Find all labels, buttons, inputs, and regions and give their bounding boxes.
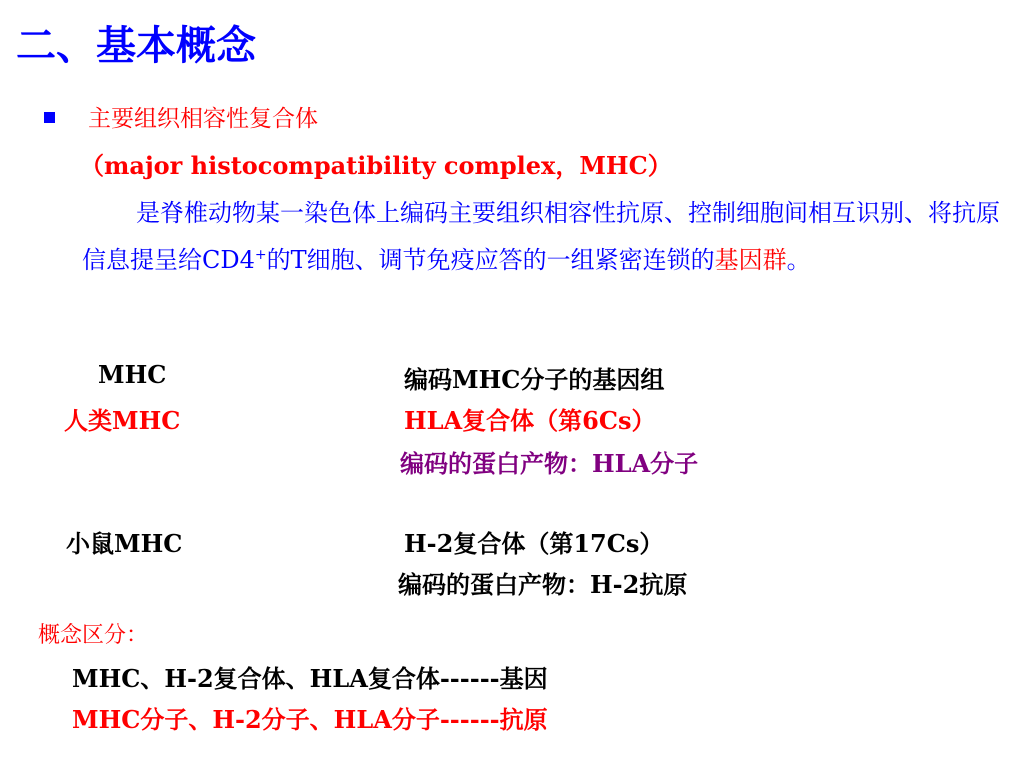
row3-right-label: 编码的蛋白产物：HLA分子 xyxy=(400,449,699,478)
definition-paragraph xyxy=(82,192,1002,281)
concept-title: 概念区分： xyxy=(38,623,149,648)
english-term: （major histocompatibility complex，MHC） xyxy=(80,151,672,180)
bullet-term: 主要组织相容性复合体 xyxy=(88,106,318,132)
row4-right-label: H-2复合体（第17Cs） xyxy=(404,529,664,558)
row1-right-label: 编码MHC分子的基因组 xyxy=(404,365,665,394)
row4-left-label: 小鼠MHC xyxy=(66,529,183,558)
row1-left-label: MHC xyxy=(98,360,167,389)
definition-part1: 是脊椎动物某一染色体上编码主要组织相容性抗原、控制细胞间相互识别、将抗原信息提呈给CD4 xyxy=(82,199,1000,274)
concept-line-genes: MHC、H-2复合体、HLA复合体------基因 xyxy=(72,664,548,693)
row2-right-label: HLA复合体（第6Cs） xyxy=(404,406,656,435)
definition-ending: 。 xyxy=(786,246,811,274)
definition-superscript: + xyxy=(254,247,267,263)
row5-right-label: 编码的蛋白产物：H-2抗原 xyxy=(398,570,688,599)
concept-line-antigens: MHC分子、H-2分子、HLA分子------抗原 xyxy=(72,705,548,734)
slide-title: 二、基本概念 xyxy=(16,22,256,69)
definition-highlight: 基因群 xyxy=(714,246,787,274)
definition-part2: 的T细胞、调节免疫应答的一组紧密连锁的 xyxy=(266,246,715,274)
bullet-square-icon xyxy=(44,112,55,123)
row2-left-label: 人类MHC xyxy=(64,406,181,435)
